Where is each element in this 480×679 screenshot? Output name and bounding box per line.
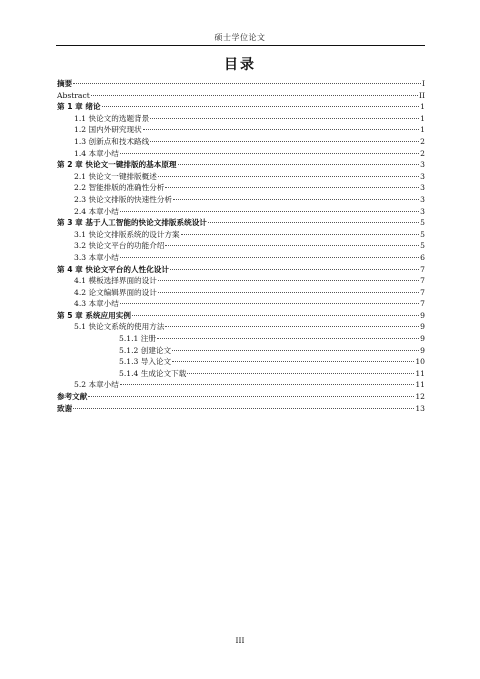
page-header: 硕士学位论文 — [214, 33, 266, 42]
toc-dot-leader — [102, 106, 420, 107]
toc-entry-label: 参考文献 — [57, 392, 88, 402]
toc-entry-label: 第 5 章 系统应用实例 — [57, 310, 131, 320]
toc-entry-page: 13 — [415, 403, 425, 413]
toc-entry[interactable] — [57, 90, 425, 102]
toc-dot-leader — [150, 118, 419, 119]
toc-dot-leader — [165, 187, 419, 188]
toc-entry-page: 7 — [420, 299, 425, 309]
toc-entry[interactable] — [57, 148, 425, 160]
toc-entry[interactable] — [57, 298, 425, 310]
toc-entry-page: 7 — [420, 287, 425, 297]
toc-entry[interactable] — [57, 171, 425, 183]
toc-entry[interactable] — [57, 310, 425, 322]
page-title: 目录 — [224, 57, 256, 73]
toc-dot-leader — [172, 350, 419, 351]
toc-dot-leader — [120, 153, 419, 154]
toc-entry[interactable] — [57, 194, 425, 206]
toc-entry-label: 2.4 本章小结 — [74, 206, 119, 216]
toc-dot-leader — [178, 164, 420, 165]
toc-entry-page: 2 — [420, 136, 425, 146]
toc-entry-page: 11 — [415, 380, 425, 390]
toc-dot-leader — [120, 303, 419, 304]
table-of-contents — [57, 78, 425, 414]
toc-dot-leader — [150, 141, 419, 142]
toc-dot-leader — [181, 234, 420, 235]
toc-entry-page: 5 — [420, 229, 425, 239]
toc-entry-label: 3.3 本章小结 — [74, 252, 119, 262]
toc-entry-page: 1 — [420, 102, 425, 112]
toc-entry[interactable] — [57, 287, 425, 299]
toc-entry-page: 7 — [420, 276, 425, 286]
toc-entry[interactable] — [57, 379, 425, 391]
toc-entry-page: 11 — [415, 368, 425, 378]
toc-dot-leader — [165, 326, 419, 327]
toc-dot-leader — [91, 95, 418, 96]
toc-entry-page: 3 — [420, 206, 425, 216]
toc-entry-label: 2.1 快论文一键排版概述 — [74, 171, 157, 181]
toc-entry-label: 5.1.4 生成论文下载 — [119, 368, 187, 378]
toc-entry-page: 3 — [420, 160, 425, 170]
toc-entry-label: 5.1.1 注册 — [119, 334, 156, 344]
toc-dot-leader — [173, 199, 419, 200]
toc-dot-leader — [172, 361, 414, 362]
toc-entry-page: 3 — [420, 183, 425, 193]
toc-entry-label: 第 2 章 快论文一键排版的基本原理 — [57, 160, 177, 170]
toc-entry-page: 5 — [420, 218, 425, 228]
toc-entry-page: 9 — [420, 334, 425, 344]
toc-entry-label: 致谢 — [57, 403, 73, 413]
header-divider — [56, 45, 425, 46]
toc-dot-leader — [120, 211, 419, 212]
toc-entry-label: 1.1 快论文的选题背景 — [74, 113, 150, 123]
toc-entry[interactable] — [57, 159, 425, 171]
toc-entry[interactable] — [57, 345, 425, 357]
toc-dot-leader — [73, 83, 421, 84]
toc-entry-page: II — [419, 90, 425, 100]
toc-entry[interactable] — [57, 229, 425, 241]
toc-entry-label: 2.3 快论文排版的快速性分析 — [74, 194, 173, 204]
toc-dot-leader — [88, 396, 414, 397]
toc-entry[interactable] — [57, 206, 425, 218]
toc-entry[interactable] — [57, 403, 425, 415]
toc-entry-page: 1 — [420, 113, 425, 123]
toc-entry[interactable] — [57, 252, 425, 264]
toc-dot-leader — [132, 315, 419, 316]
toc-entry[interactable] — [57, 101, 425, 113]
toc-entry-page: 1 — [420, 125, 425, 135]
toc-entry-page: 3 — [420, 171, 425, 181]
toc-entry-label: 第 3 章 基于人工智能的快论文排版系统设计 — [57, 218, 207, 228]
toc-entry-page: 9 — [420, 322, 425, 332]
toc-entry[interactable] — [57, 217, 425, 229]
toc-entry-label: 摘要 — [57, 79, 73, 88]
toc-entry[interactable] — [57, 391, 425, 403]
toc-dot-leader — [208, 222, 419, 223]
toc-entry-page: 12 — [415, 392, 425, 402]
toc-entry-page: 6 — [420, 252, 425, 262]
toc-entry[interactable] — [57, 368, 425, 380]
toc-entry[interactable] — [57, 264, 425, 276]
toc-entry[interactable] — [57, 124, 425, 136]
toc-dot-leader — [165, 245, 419, 246]
toc-entry-label: 2.2 智能排版的准确性分析 — [74, 183, 165, 193]
toc-entry[interactable] — [57, 333, 425, 345]
toc-entry-label: 5.1 快论文系统的使用方法 — [74, 322, 165, 332]
toc-dot-leader — [120, 257, 419, 258]
toc-entry-page: 3 — [420, 194, 425, 204]
toc-entry-label: 3.1 快论文排版系统的设计方案 — [74, 229, 180, 239]
toc-entry-page: 2 — [420, 148, 425, 158]
toc-dot-leader — [73, 408, 414, 409]
page-number: III — [235, 636, 245, 645]
toc-entry-label: 第 1 章 绪论 — [57, 102, 101, 112]
toc-entry-label: 5.1.2 创建论文 — [119, 345, 172, 355]
toc-dot-leader — [120, 384, 414, 385]
toc-entry-page: 5 — [420, 241, 425, 251]
toc-entry-label: 4.2 论文编辑界面的设计 — [74, 287, 157, 297]
toc-entry-page: 7 — [420, 264, 425, 274]
toc-entry[interactable] — [57, 275, 425, 287]
toc-entry-page: I — [422, 79, 425, 88]
toc-dot-leader — [157, 338, 419, 339]
toc-dot-leader — [170, 269, 419, 270]
toc-entry-label: 5.2 本章小结 — [74, 380, 119, 390]
toc-entry-label: 3.2 快论文平台的功能介绍 — [74, 241, 165, 251]
toc-dot-leader — [187, 373, 414, 374]
toc-entry-label: Abstract — [57, 90, 90, 100]
toc-entry[interactable] — [57, 113, 425, 125]
toc-entry[interactable] — [57, 136, 425, 148]
toc-entry-label: 1.3 创新点和技术路线 — [74, 136, 150, 146]
toc-entry[interactable] — [57, 182, 425, 194]
toc-entry-page: 10 — [415, 357, 425, 367]
toc-dot-leader — [158, 292, 419, 293]
toc-dot-leader — [158, 280, 419, 281]
toc-entry-label: 4.1 模板选择界面的设计 — [74, 276, 157, 286]
toc-entry-page: 9 — [420, 345, 425, 355]
toc-dot-leader — [158, 176, 419, 177]
toc-entry[interactable] — [57, 321, 425, 333]
toc-entry-label: 1.4 本章小结 — [74, 148, 119, 158]
toc-entry-label: 1.2 国内外研究现状 — [74, 125, 142, 135]
toc-entry-page: 9 — [420, 310, 425, 320]
toc-entry-label: 5.1.3 导入论文 — [119, 357, 172, 367]
toc-dot-leader — [143, 129, 420, 130]
toc-entry[interactable] — [57, 240, 425, 252]
toc-entry-label: 4.3 本章小结 — [74, 299, 119, 309]
toc-entry[interactable] — [57, 78, 425, 90]
toc-entry[interactable] — [57, 356, 425, 368]
toc-entry-label: 第 4 章 快论文平台的人性化设计 — [57, 264, 169, 274]
